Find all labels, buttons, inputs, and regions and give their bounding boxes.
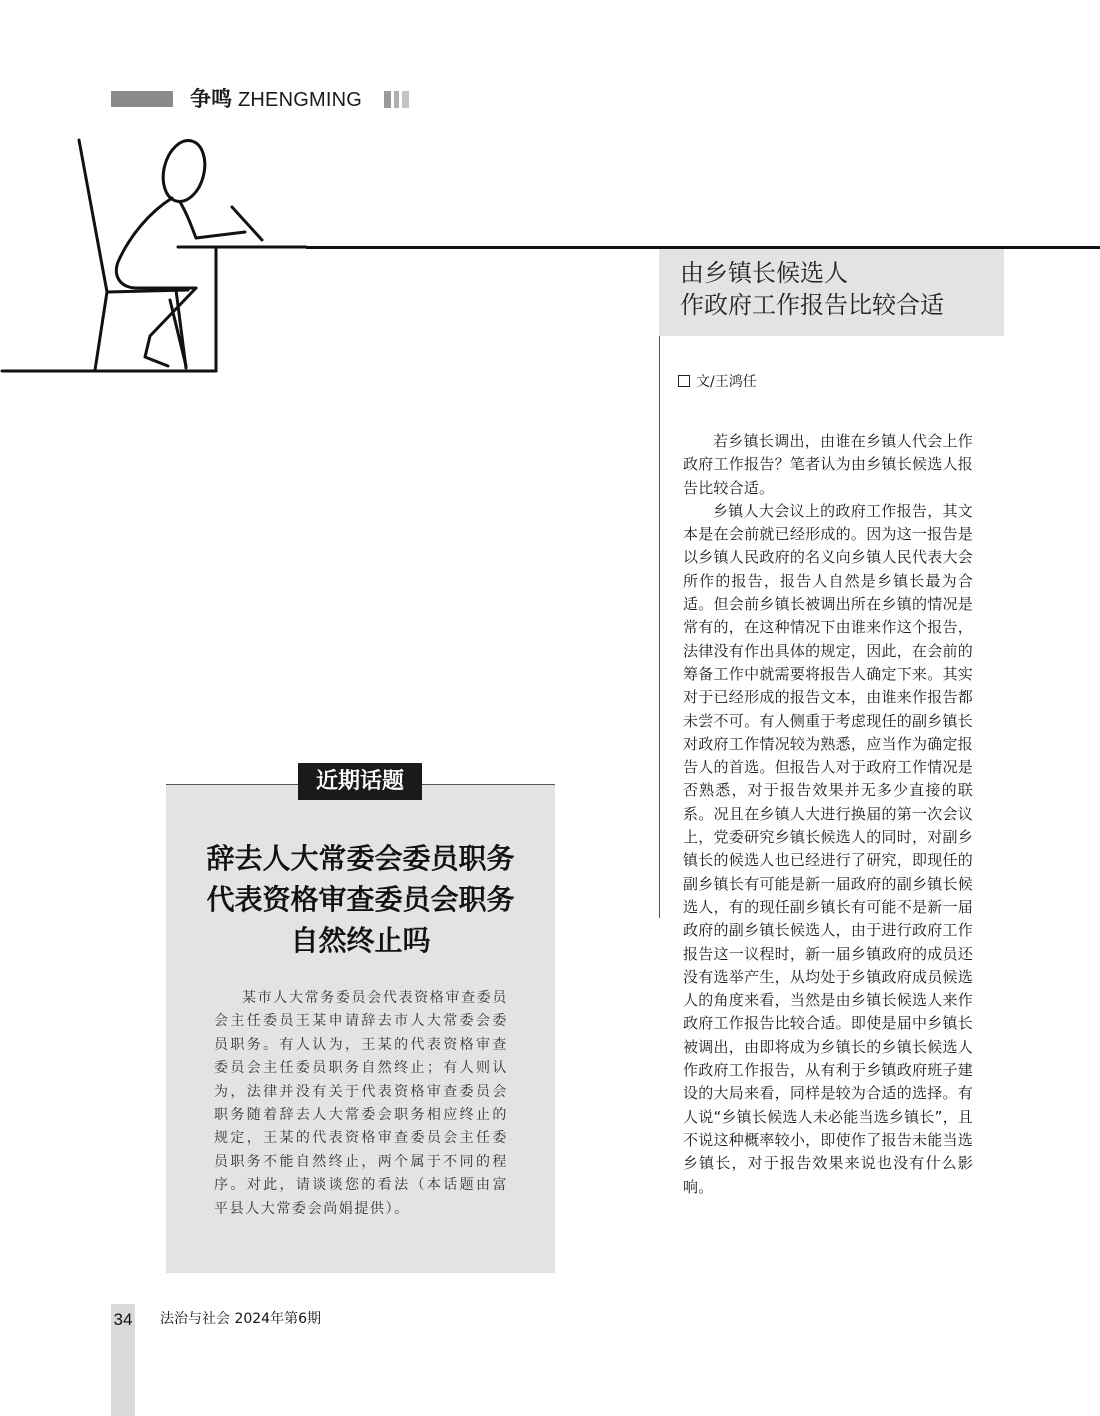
square-bullet-icon [678,375,690,387]
journal-info: 法治与社会 2024年第6期 [160,1311,321,1327]
article-body [683,430,973,1199]
writer-at-desk-illustration [0,130,320,380]
topic-title-line: 自然终止吗 [290,924,431,957]
article-title [680,257,1000,321]
section-title-cn: 争鸣 [190,87,232,111]
column-rule [659,336,660,918]
topic-tag: 近期话题 [298,763,422,800]
header-stripe [384,91,391,108]
byline [678,372,757,392]
topic-title-line: 辞去人大常委会委员职务 [206,842,515,875]
section-title-en: ZHENGMING [238,89,363,111]
header-gray-bar [111,91,173,107]
header-stripe [402,91,409,108]
topic-body: 某市人大常务委员会代表资格审查委员会主任委员王某申请辞去市人大常委会委员职务。有人认为，王某的代表资格审查委员会主任委员职务自然终止；有人则认为，法律并没有关于代表资格审查委员会职务随着辞去人大常委会职务相应终止的规定，王某的代表资格审查委员会主任委员职务不能自然终止，两个属于不同的程序。对此，请谈谈您的看法（本话题由富平县人大常委会尚娟提供）。 [214,990,508,1217]
header-stripe [394,91,399,108]
article-paragraph: 乡镇人大会议上的政府工作报告，其文本是在会前就已经形成的。因为这一报告是以乡镇人民政府的名义向乡镇人民代表大会所作的报告，报告人自然是乡镇长最为合适。但会前乡镇长被调出所在乡镇的情况是常有的，在这种情况下由谁来作这个报告，法律没有作出具体的规定，因此，在会前的筹备工作中就需要将报告人确定下来。其实对于已经形成的报告文本，由谁来作报告都未尝不可。有人侧重于考虑现任的副乡镇长对政府工作情况较为熟悉，应当作为确定报告人的首选。但报告人对于政府工作情况是否熟悉，对于报告效果并无多少直接的联系。况且在乡镇人大进行换届的第一次会议上，党委研究乡镇长候选人的同时，对副乡镇长的候选人也已经进行了研究，即现任的副乡镇长有可能是新一届政府的副乡镇长候选人，有的现任副乡镇长有可能不是新一届政府的副乡镇长候选人，由于进行政府工作报告这一议程时，新一届乡镇政府的成员还没有选举产生，从均处于乡镇政府成员候选人的角度来看，当然是由乡镇长候选人来作政府工作报告比较合适。即使是届中乡镇长被调出，由即将成为乡镇长的乡镇长候选人作政府工作报告，从有利于乡镇政府班子建设的大局来看，同样是较为合适的选择。有人说“乡镇长候选人未必能当选乡镇长”，且不说这种概率较小，即使作了报告未能当选乡镇长，对于报告效果来说也没有什么影响。 [683,501,973,1196]
page-number: 34 [113,1310,133,1329]
article-title-line: 作政府工作报告比较合适 [680,291,944,319]
section-header [190,86,362,113]
byline-text: 文/王鸿任 [696,374,757,390]
article-paragraph: 若乡镇长调出，由谁在乡镇人代会上作政府工作报告？笔者认为由乡镇长候选人报告比较合适。 [683,432,973,497]
topic-title [166,838,555,961]
article-title-line: 由乡镇长候选人 [680,259,848,287]
topic-title-line: 代表资格审查委员会职务 [206,883,515,916]
